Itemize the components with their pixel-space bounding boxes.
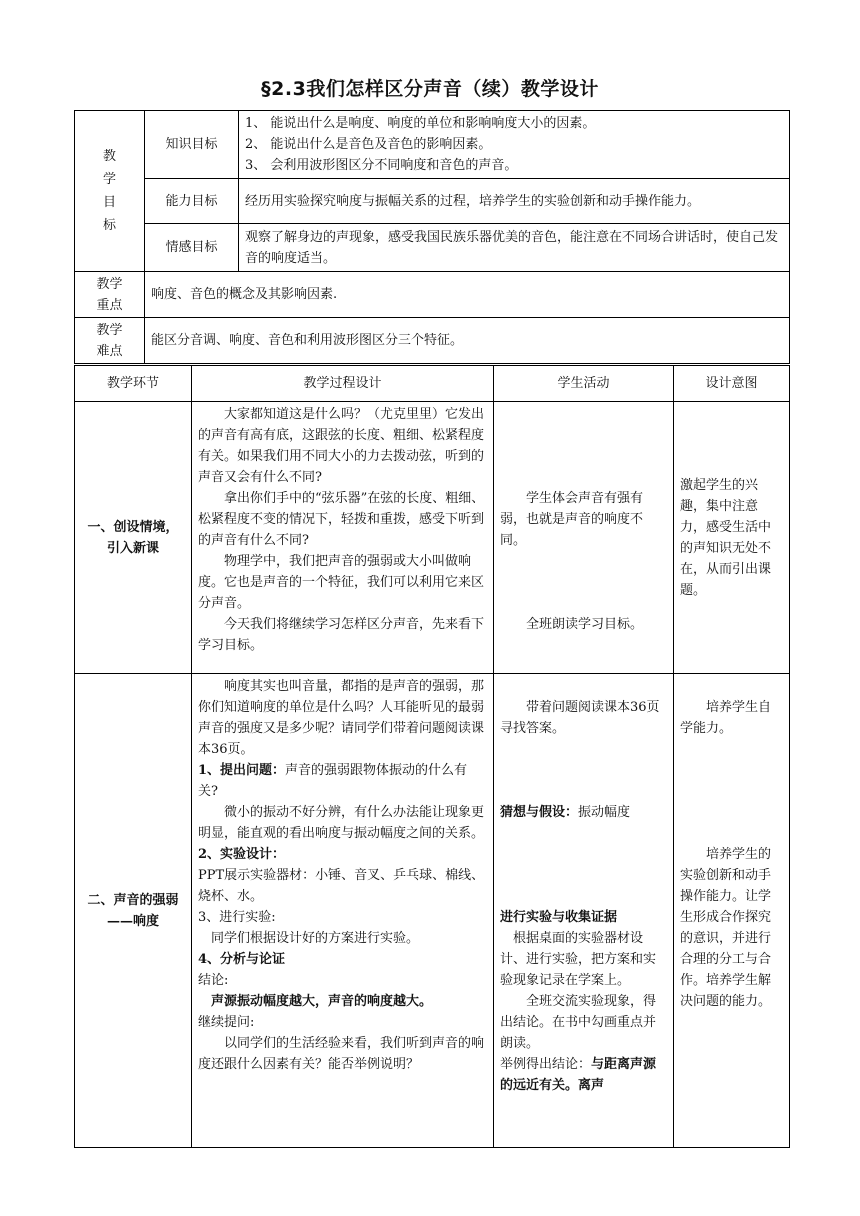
- stage-cell: 二、声音的强弱 ——响度: [75, 674, 192, 1148]
- document-title: §2.3我们怎样区分声音（续）教学设计: [261, 78, 599, 100]
- difficulties-text: 能区分音调、响度、音色和利用波形图区分三个特征。: [145, 318, 790, 364]
- process-table: [74, 365, 790, 1148]
- ability-objective-text: 经历用实验探究响度与振幅关系的过程，培养学生的实验创新和动手操作能力。: [239, 179, 790, 224]
- knowledge-objective-label: 知识目标: [145, 111, 239, 179]
- knowledge-item: 2、 能说出什么是音色及音色的影响因素。: [245, 137, 492, 152]
- column-header: 设计意图: [674, 366, 790, 402]
- knowledge-item: 1、 能说出什么是响度、响度的单位和影响响度大小的因素。: [245, 116, 596, 131]
- student-activity-cell: 带着问题阅读课本36页寻找答案。 猜想与假设：振动幅度 进行实验与收集证据 根据桌面的实验器材设计、进行实验，把方案和实验现象记录在学案上。 全班交流实验现象，得出结论。在书中勾画重点并朗读。 举例得出结论：与距离声源的远近有关。离声: [494, 674, 674, 1148]
- column-header: 教学环节: [75, 366, 192, 402]
- table-row: [75, 402, 790, 674]
- objectives-table: [74, 110, 790, 364]
- process-cell: 大家都知道这是什么吗？（尤克里里）它发出的声音有高有底，这跟弦的长度、粗细、松紧程度有关。如果我们用不同大小的力去拨动弦，听到的声音又会有什么不同? 拿出你们手中的“弦乐器”在弦的长度、粗细、松紧程度不变的情况下，轻拨和重拨，感受下听到的声音有什么不同? 物理学中，我们把声音的强弱或大小叫做响度。它也是声音的一个特征，我们可以利用它来区分声音。 今天我们将继续学习怎样区分声音，先来看下学习目标。: [192, 402, 494, 674]
- student-activity-cell: 学生体会声音有强有弱，也就是声音的响度不同。 全班朗读学习目标。: [494, 402, 674, 674]
- table-row: [75, 674, 790, 1148]
- column-header: 学生活动: [494, 366, 674, 402]
- process-cell: 响度其实也叫音量，都指的是声音的强弱，那你们知道响度的单位是什么吗？人耳能听见的最弱声音的强度又是多少呢？请同学们带着问题阅读课本36页。 1、提出问题：声音的强弱跟物体振动的什么有关? 微小的振动不好分辨，有什么办法能让现象更明显，能直观的看出响度与振动幅度之间的关系。 2、实验设计： PPT展示实验器材：小锤、音叉、乒乓球、棉线、烧杯、水。 3、进行实验: 同学们根据设计好的方案进行实验。 4、分析与论证 结论: 声源振动幅度越大，声音的响度越大。 继续提问: 以同学们的生活经验来看，我们听到声音的响度还跟什么因素有关？能否举例说明？: [192, 674, 494, 1148]
- emotion-objective-label: 情感目标: [145, 224, 239, 272]
- intent-cell: 激起学生的兴趣，集中注意力，感受生活中的声知识无处不在，从而引出课题。: [674, 402, 790, 674]
- intent-cell: 培养学生自学能力。 培养学生的实验创新和动手操作能力。让学生形成合作探究的意识，并进行合理的分工与合作。培养学生解决问题的能力。: [674, 674, 790, 1148]
- key-points-text: 响度、音色的概念及其影响因素.: [145, 272, 790, 318]
- knowledge-objective-list: [239, 111, 790, 179]
- objectives-section-label: 教 学 目 标: [75, 111, 145, 272]
- ability-objective-label: 能力目标: [145, 179, 239, 224]
- conclusion-text: 声源振动幅度越大，声音的响度越大。: [211, 994, 433, 1009]
- table-header-row: [75, 366, 790, 402]
- emotion-objective-text: 观察了解身边的声现象，感受我国民族乐器优美的音色，能注意在不同场合讲话时，使自己发音的响度适当。: [239, 224, 790, 272]
- knowledge-item: 3、 会利用波形图区分不同响度和音色的声音。: [245, 158, 518, 173]
- column-header: 教学过程设计: [192, 366, 494, 402]
- stage-cell: 一、创设情境， 引入新课: [75, 402, 192, 674]
- difficulties-label: 教学 难点: [75, 318, 145, 364]
- key-points-label: 教学 重点: [75, 272, 145, 318]
